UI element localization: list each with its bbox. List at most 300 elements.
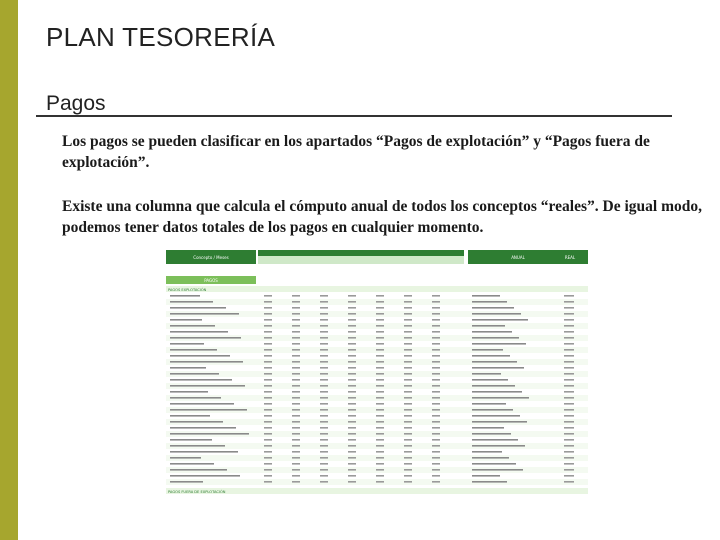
sheet-row-value-placeholder (376, 385, 384, 387)
sheet-row-value-placeholder (376, 295, 384, 297)
sheet-header-right-label-2: REAL (564, 255, 576, 260)
sheet-row-value-placeholder (320, 451, 328, 453)
sheet-row-value-placeholder (320, 301, 328, 303)
sheet-row-right-label-placeholder (472, 319, 528, 321)
sheet-row-value-placeholder (292, 433, 300, 435)
sheet-row-value-placeholder (432, 313, 440, 315)
sheet-row-value-placeholder (264, 445, 272, 447)
sheet-row-value-placeholder (292, 457, 300, 459)
slide-title: PLAN TESORERÍA (46, 22, 276, 52)
sheet-rows (166, 295, 588, 485)
sheet-row-value-placeholder (376, 349, 384, 351)
sheet-row-value-placeholder (432, 337, 440, 339)
sheet-row-value-placeholder (292, 337, 300, 339)
sheet-header-submonths (258, 256, 464, 264)
sheet-row-right-value-placeholder (564, 373, 574, 375)
sheet-row-value-placeholder (376, 457, 384, 459)
sheet-row-label-placeholder (170, 349, 217, 351)
sheet-row-right-label-placeholder (472, 367, 524, 369)
sheet-row-value-placeholder (404, 343, 412, 345)
sheet-row-value-placeholder (264, 343, 272, 345)
sheet-row-value-placeholder (376, 397, 384, 399)
sheet-row-value-placeholder (376, 361, 384, 363)
sheet-row-value-placeholder (376, 421, 384, 423)
sheet-row-value-placeholder (292, 421, 300, 423)
sheet-row-value-placeholder (404, 349, 412, 351)
sheet-row-value-placeholder (264, 427, 272, 429)
sheet-row-value-placeholder (264, 301, 272, 303)
sheet-row-value-placeholder (432, 451, 440, 453)
sheet-row-value-placeholder (292, 307, 300, 309)
sheet-row-value-placeholder (320, 337, 328, 339)
sheet-row-value-placeholder (264, 355, 272, 357)
sheet-row-value-placeholder (348, 313, 356, 315)
sheet-row-label-placeholder (170, 361, 243, 363)
sheet-row-right-value-placeholder (564, 361, 574, 363)
sheet-row-value-placeholder (348, 391, 356, 393)
sheet-row-value-placeholder (348, 403, 356, 405)
sheet-row-value-placeholder (264, 433, 272, 435)
sheet-row-right-label-placeholder (472, 361, 517, 363)
slide-subtitle: Pagos (46, 92, 106, 115)
sheet-row-value-placeholder (432, 343, 440, 345)
sheet-row-value-placeholder (320, 427, 328, 429)
sheet-row-value-placeholder (320, 439, 328, 441)
sheet-row-value-placeholder (264, 397, 272, 399)
sheet-row-right-value-placeholder (564, 367, 574, 369)
sheet-row-label-placeholder (170, 415, 210, 417)
sheet-row-value-placeholder (348, 331, 356, 333)
sheet-row-right-value-placeholder (564, 331, 574, 333)
sheet-row-value-placeholder (404, 475, 412, 477)
sheet-row-value-placeholder (348, 361, 356, 363)
sheet-row-value-placeholder (348, 481, 356, 483)
sheet-row-value-placeholder (432, 349, 440, 351)
sheet-row-value-placeholder (264, 325, 272, 327)
sheet-row-value-placeholder (292, 427, 300, 429)
sheet-row-value-placeholder (404, 415, 412, 417)
sheet-row-right-value-placeholder (564, 433, 574, 435)
sheet-row-value-placeholder (348, 457, 356, 459)
sheet-row-right-label-placeholder (472, 307, 514, 309)
sheet-row-value-placeholder (432, 415, 440, 417)
sheet-row-value-placeholder (432, 373, 440, 375)
sheet-row-right-value-placeholder (564, 325, 574, 327)
sheet-row-value-placeholder (292, 379, 300, 381)
sheet-row-value-placeholder (404, 427, 412, 429)
sheet-row-right-label-placeholder (472, 409, 513, 411)
sheet-row-value-placeholder (404, 295, 412, 297)
sheet-row-right-label-placeholder (472, 433, 511, 435)
sheet-row-value-placeholder (404, 385, 412, 387)
sheet-row-label-placeholder (170, 307, 226, 309)
sheet-row-value-placeholder (264, 367, 272, 369)
sheet-row-right-value-placeholder (564, 391, 574, 393)
sheet-row-value-placeholder (432, 379, 440, 381)
sheet-row-right-label-placeholder (472, 475, 500, 477)
sheet-row-value-placeholder (376, 319, 384, 321)
sheet-row-value-placeholder (320, 295, 328, 297)
sheet-row-right-value-placeholder (564, 337, 574, 339)
sheet-row-value-placeholder (404, 451, 412, 453)
sheet-row-value-placeholder (404, 391, 412, 393)
spreadsheet-image (166, 250, 588, 508)
sheet-row-right-value-placeholder (564, 295, 574, 297)
sheet-row-value-placeholder (404, 313, 412, 315)
sheet-row-label-placeholder (170, 385, 245, 387)
sheet-row-value-placeholder (348, 439, 356, 441)
sheet-row-value-placeholder (376, 379, 384, 381)
sheet-row-value-placeholder (264, 409, 272, 411)
sheet-row-value-placeholder (320, 421, 328, 423)
sheet-row-value-placeholder (292, 349, 300, 351)
sheet-row-value-placeholder (264, 373, 272, 375)
sheet-row-value-placeholder (348, 397, 356, 399)
sheet-header-right-label-1: ANUAL (511, 255, 525, 260)
sheet-row-right-label-placeholder (472, 463, 516, 465)
sheet-row-value-placeholder (404, 373, 412, 375)
sheet-row-label-placeholder (170, 331, 228, 333)
sheet-row-right-value-placeholder (564, 457, 574, 459)
sheet-row-value-placeholder (404, 469, 412, 471)
sheet-row-value-placeholder (376, 451, 384, 453)
sheet-row-right-label-placeholder (472, 403, 506, 405)
sheet-row-label-placeholder (170, 391, 208, 393)
sheet-row-label-placeholder (170, 295, 200, 297)
sheet-row-right-value-placeholder (564, 319, 574, 321)
sheet-row-label-placeholder (170, 409, 247, 411)
sheet-row-value-placeholder (432, 469, 440, 471)
sheet-row-value-placeholder (264, 361, 272, 363)
sheet-row-value-placeholder (292, 397, 300, 399)
sheet-row-value-placeholder (376, 439, 384, 441)
sheet-row-value-placeholder (264, 451, 272, 453)
sheet-row-value-placeholder (404, 445, 412, 447)
sheet-row-value-placeholder (432, 421, 440, 423)
sheet-row-value-placeholder (404, 355, 412, 357)
sheet-row-value-placeholder (376, 463, 384, 465)
sheet-row-value-placeholder (320, 475, 328, 477)
sheet-row-right-value-placeholder (564, 313, 574, 315)
sheet-row-value-placeholder (292, 409, 300, 411)
sheet-row-right-value-placeholder (564, 451, 574, 453)
sheet-row-label-placeholder (170, 475, 240, 477)
sheet-row-value-placeholder (348, 319, 356, 321)
sheet-row-value-placeholder (432, 301, 440, 303)
sheet-row-right-label-placeholder (472, 373, 501, 375)
sheet-row-right-value-placeholder (564, 307, 574, 309)
sheet-row-value-placeholder (264, 463, 272, 465)
sheet-row-value-placeholder (292, 313, 300, 315)
sheet-row-value-placeholder (432, 295, 440, 297)
sheet-row-label-placeholder (170, 451, 238, 453)
sheet-row-value-placeholder (264, 313, 272, 315)
sheet-row-right-label-placeholder (472, 331, 512, 333)
sheet-header-left-label: Concepto / Meses (193, 255, 229, 260)
sheet-row-value-placeholder (348, 367, 356, 369)
sheet-row-value-placeholder (376, 445, 384, 447)
sheet-row-value-placeholder (320, 463, 328, 465)
sheet-row-value-placeholder (292, 415, 300, 417)
sheet-row-label-placeholder (170, 337, 241, 339)
sheet-row-right-label-placeholder (472, 325, 505, 327)
sheet-row-value-placeholder (292, 319, 300, 321)
subtitle-rule (36, 115, 672, 117)
sheet-row-right-label-placeholder (472, 415, 520, 417)
sheet-row-value-placeholder (320, 331, 328, 333)
sheet-row-value-placeholder (432, 439, 440, 441)
sheet-row-value-placeholder (376, 403, 384, 405)
sheet-row-value-placeholder (292, 403, 300, 405)
sheet-row-value-placeholder (432, 457, 440, 459)
sheet-row-value-placeholder (348, 433, 356, 435)
sheet-row-value-placeholder (320, 403, 328, 405)
sheet-row-value-placeholder (292, 295, 300, 297)
sheet-row-value-placeholder (432, 445, 440, 447)
sheet-row-value-placeholder (292, 385, 300, 387)
sheet-row-value-placeholder (320, 445, 328, 447)
sheet-row-value-placeholder (432, 397, 440, 399)
sheet-row-right-label-placeholder (472, 451, 502, 453)
sheet-row-right-label-placeholder (472, 421, 527, 423)
sheet-row-value-placeholder (404, 433, 412, 435)
sheet-row-value-placeholder (292, 301, 300, 303)
sheet-row-value-placeholder (404, 331, 412, 333)
sheet-row-value-placeholder (404, 337, 412, 339)
sheet-row-value-placeholder (320, 343, 328, 345)
sheet-row-right-label-placeholder (472, 391, 522, 393)
sheet-row-value-placeholder (432, 319, 440, 321)
sheet-row-value-placeholder (292, 325, 300, 327)
sheet-row-label-placeholder (170, 355, 230, 357)
sheet-row-value-placeholder (264, 457, 272, 459)
sheet-row-value-placeholder (292, 373, 300, 375)
sheet-row-value-placeholder (348, 415, 356, 417)
sheet-row-value-placeholder (376, 475, 384, 477)
sheet-row-value-placeholder (432, 427, 440, 429)
sheet-row-right-label-placeholder (472, 379, 508, 381)
sheet-row-right-value-placeholder (564, 397, 574, 399)
sheet-row-value-placeholder (320, 391, 328, 393)
sheet-row-value-placeholder (264, 481, 272, 483)
sheet-row-value-placeholder (264, 439, 272, 441)
sheet-row-value-placeholder (376, 331, 384, 333)
sheet-row-value-placeholder (348, 469, 356, 471)
sheet-row-value-placeholder (376, 469, 384, 471)
sheet-row-value-placeholder (320, 373, 328, 375)
sheet-row-value-placeholder (432, 409, 440, 411)
sheet-row-value-placeholder (320, 415, 328, 417)
sheet-row-label-placeholder (170, 457, 201, 459)
sheet-row-value-placeholder (348, 475, 356, 477)
sheet-row-right-value-placeholder (564, 445, 574, 447)
sheet-section-a-bg (166, 286, 588, 292)
sheet-row-right-label-placeholder (472, 349, 503, 351)
sheet-row-value-placeholder (376, 325, 384, 327)
sheet-row-value-placeholder (348, 301, 356, 303)
sheet-row-value-placeholder (264, 403, 272, 405)
sheet-row-right-label-placeholder (472, 355, 510, 357)
sheet-row-label-placeholder (170, 427, 236, 429)
sheet-row-value-placeholder (376, 409, 384, 411)
sheet-row-value-placeholder (320, 409, 328, 411)
sheet-row-value-placeholder (376, 355, 384, 357)
sheet-row-value-placeholder (376, 415, 384, 417)
sheet-row-right-label-placeholder (472, 481, 507, 483)
sheet-row-value-placeholder (376, 367, 384, 369)
sheet-row-value-placeholder (264, 385, 272, 387)
sheet-row-right-value-placeholder (564, 409, 574, 411)
sheet-row-value-placeholder (404, 439, 412, 441)
sheet-row-right-value-placeholder (564, 349, 574, 351)
sheet-row-value-placeholder (292, 343, 300, 345)
sheet-row-value-placeholder (264, 475, 272, 477)
sheet-row-value-placeholder (348, 427, 356, 429)
sheet-row-right-label-placeholder (472, 301, 507, 303)
sheet-row-value-placeholder (376, 343, 384, 345)
sheet-row-label-placeholder (170, 301, 213, 303)
sheet-row-value-placeholder (348, 325, 356, 327)
sheet-row-value-placeholder (348, 373, 356, 375)
sheet-row-label-placeholder (170, 373, 219, 375)
sheet-row-right-label-placeholder (472, 313, 521, 315)
sheet-row-value-placeholder (320, 313, 328, 315)
sheet-row-label-placeholder (170, 343, 204, 345)
sheet-row-right-value-placeholder (564, 469, 574, 471)
sheet-row-label-placeholder (170, 379, 232, 381)
sheet-row-value-placeholder (292, 391, 300, 393)
sheet-row-right-label-placeholder (472, 457, 509, 459)
sheet-row-right-value-placeholder (564, 481, 574, 483)
sheet-row-value-placeholder (320, 361, 328, 363)
sheet-row-value-placeholder (404, 307, 412, 309)
sheet-row-value-placeholder (320, 481, 328, 483)
sheet-row-value-placeholder (404, 379, 412, 381)
sheet-row-label-placeholder (170, 433, 249, 435)
sheet-row-value-placeholder (264, 331, 272, 333)
sheet-row-right-value-placeholder (564, 439, 574, 441)
sheet-row-value-placeholder (404, 325, 412, 327)
sheet-row-value-placeholder (376, 427, 384, 429)
accent-bar (0, 0, 18, 540)
sheet-row-value-placeholder (404, 481, 412, 483)
sheet-row-value-placeholder (292, 331, 300, 333)
sheet-row-label-placeholder (170, 445, 225, 447)
sheet-row-value-placeholder (264, 307, 272, 309)
sheet-row-right-label-placeholder (472, 397, 529, 399)
sheet-row-value-placeholder (404, 457, 412, 459)
sheet-row-value-placeholder (320, 397, 328, 399)
sheet-row-value-placeholder (320, 457, 328, 459)
sheet-row-right-value-placeholder (564, 343, 574, 345)
sheet-row-value-placeholder (264, 337, 272, 339)
sheet-row-value-placeholder (432, 307, 440, 309)
sheet-row-right-value-placeholder (564, 415, 574, 417)
sheet-row-value-placeholder (432, 475, 440, 477)
sheet-row-value-placeholder (348, 421, 356, 423)
sheet-row-value-placeholder (376, 337, 384, 339)
sheet-section-title: PAGOS (204, 278, 218, 283)
sheet-row-right-label-placeholder (472, 439, 518, 441)
sheet-row-value-placeholder (404, 463, 412, 465)
sheet-row-right-value-placeholder (564, 301, 574, 303)
sheet-row-value-placeholder (348, 349, 356, 351)
sheet-row-label-placeholder (170, 421, 223, 423)
sheet-row-value-placeholder (432, 361, 440, 363)
sheet-row-right-value-placeholder (564, 475, 574, 477)
sheet-row-value-placeholder (348, 307, 356, 309)
sheet-row-value-placeholder (376, 433, 384, 435)
sheet-row-value-placeholder (320, 349, 328, 351)
sheet-row-right-value-placeholder (564, 403, 574, 405)
sheet-row-value-placeholder (432, 433, 440, 435)
sheet-row-value-placeholder (292, 475, 300, 477)
sheet-row-value-placeholder (348, 409, 356, 411)
sheet-row-value-placeholder (404, 319, 412, 321)
sheet-row-label-placeholder (170, 397, 221, 399)
sheet-row-right-value-placeholder (564, 379, 574, 381)
sheet-row-value-placeholder (320, 469, 328, 471)
sheet-row-value-placeholder (320, 433, 328, 435)
sheet-row-value-placeholder (264, 391, 272, 393)
sheet-row-value-placeholder (348, 463, 356, 465)
sheet-row-label-placeholder (170, 313, 239, 315)
sheet-row-value-placeholder (432, 331, 440, 333)
sheet-row-value-placeholder (320, 367, 328, 369)
sheet-row-right-label-placeholder (472, 343, 526, 345)
spreadsheet-graphic (166, 250, 588, 508)
sheet-row-value-placeholder (264, 421, 272, 423)
sheet-row-right-label-placeholder (472, 337, 519, 339)
sheet-row-value-placeholder (292, 463, 300, 465)
sheet-row-label-placeholder (170, 319, 202, 321)
sheet-row-label-placeholder (170, 463, 214, 465)
sheet-row-value-placeholder (376, 481, 384, 483)
sheet-row-value-placeholder (432, 403, 440, 405)
sheet-row-value-placeholder (348, 355, 356, 357)
sheet-row-label-placeholder (170, 325, 215, 327)
sheet-row-value-placeholder (404, 409, 412, 411)
sheet-row-value-placeholder (320, 355, 328, 357)
sheet-row-value-placeholder (376, 307, 384, 309)
sheet-row-right-label-placeholder (472, 385, 515, 387)
sheet-row-value-placeholder (348, 445, 356, 447)
sheet-row-right-label-placeholder (472, 427, 504, 429)
sheet-row-value-placeholder (292, 445, 300, 447)
paragraph-1: Los pagos se pueden clasificar en los apartados “Pagos de explotación” y “Pagos fuera de explotación”. (62, 133, 650, 171)
sheet-row-value-placeholder (376, 373, 384, 375)
sheet-row-value-placeholder (404, 301, 412, 303)
sheet-row-value-placeholder (264, 469, 272, 471)
sheet-row-value-placeholder (292, 355, 300, 357)
sheet-section-b-label: PAGOS FUERA DE EXPLOTACIÓN (168, 490, 226, 494)
sheet-row-value-placeholder (292, 451, 300, 453)
sheet-row-value-placeholder (404, 397, 412, 399)
sheet-row-right-label-placeholder (472, 295, 500, 297)
sheet-row-value-placeholder (376, 313, 384, 315)
sheet-row-value-placeholder (432, 355, 440, 357)
sheet-row-value-placeholder (320, 325, 328, 327)
sheet-row-label-placeholder (170, 439, 212, 441)
sheet-row-value-placeholder (376, 391, 384, 393)
sheet-row-value-placeholder (320, 307, 328, 309)
sheet-row-value-placeholder (432, 385, 440, 387)
sheet-row-value-placeholder (264, 349, 272, 351)
sheet-row-value-placeholder (292, 469, 300, 471)
sheet-row-value-placeholder (432, 367, 440, 369)
sheet-row-value-placeholder (348, 451, 356, 453)
sheet-row-value-placeholder (432, 463, 440, 465)
